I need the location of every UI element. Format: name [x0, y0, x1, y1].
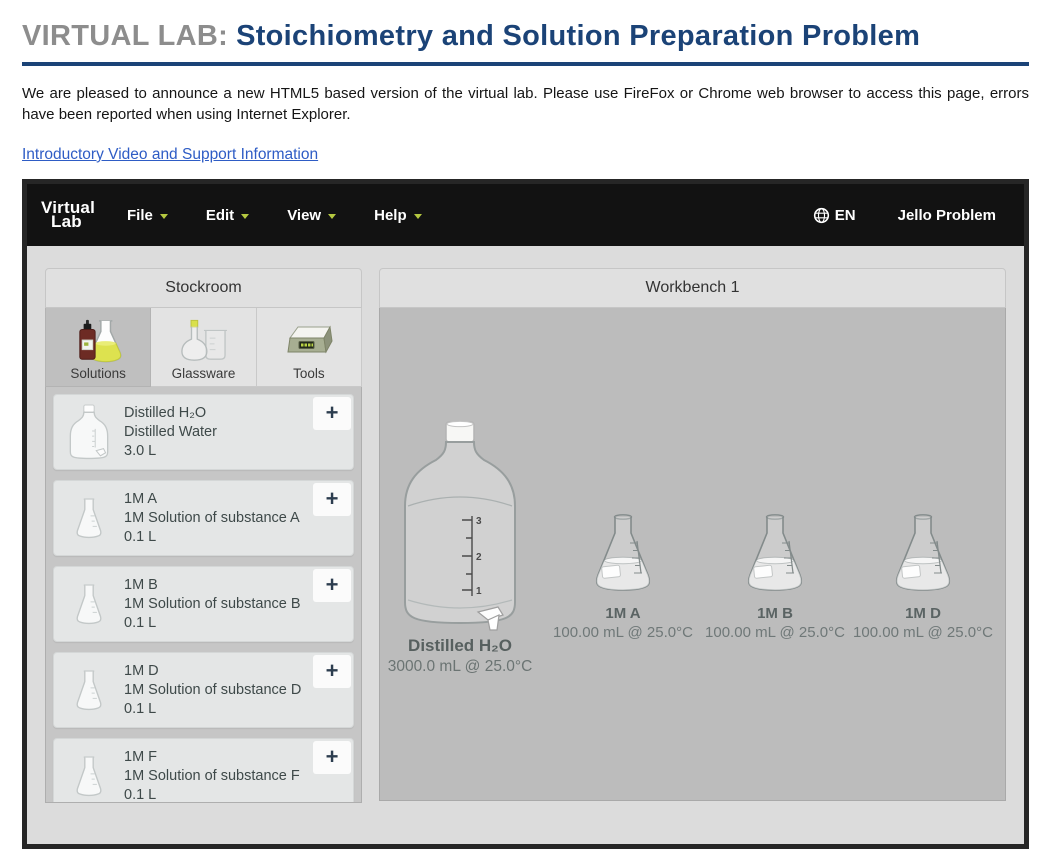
workbench-panel — [379, 268, 1006, 803]
menu-bar — [127, 207, 422, 224]
stock-item-1m-d[interactable] — [53, 652, 354, 728]
stock-item-name: Distilled H₂O — [124, 404, 207, 421]
stock-item-1m-b[interactable] — [53, 566, 354, 642]
menu-help-label: Help — [374, 206, 407, 224]
erlenmeyer-flask-graphic — [585, 513, 661, 597]
chevron-down-icon — [328, 214, 336, 219]
tools-icon — [284, 318, 334, 364]
tab-glassware[interactable] — [151, 308, 256, 387]
virtual-lab-app — [22, 179, 1029, 849]
glassware-icon — [175, 318, 231, 364]
logo-line-1: Virtual — [41, 198, 95, 217]
chevron-down-icon — [241, 214, 249, 219]
language-label: EN — [834, 206, 856, 224]
stock-item-1m-f[interactable] — [53, 738, 354, 803]
stock-item-volume: 3.0 L — [124, 442, 157, 459]
menu-file-label: File — [127, 206, 153, 224]
erlenmeyer-flask-graphic — [885, 513, 961, 597]
add-to-workbench-button[interactable]: + — [313, 741, 351, 774]
problem-title[interactable]: Jello Problem — [897, 206, 996, 224]
add-to-workbench-button[interactable]: + — [313, 397, 351, 430]
menu-view-label: View — [287, 206, 322, 224]
bench-item-1m-b[interactable] — [690, 513, 860, 641]
svg-text:2: 2 — [476, 552, 482, 563]
flask-icon — [54, 755, 124, 797]
stockroom-panel — [45, 268, 362, 803]
erlenmeyer-flask-graphic — [737, 513, 813, 597]
stockroom-title: Stockroom — [45, 268, 362, 308]
carboy-icon — [54, 404, 124, 460]
stock-item-volume: 0.1 L — [124, 786, 157, 803]
stock-item-volume: 0.1 L — [124, 614, 157, 631]
stockroom-item-list — [45, 387, 362, 803]
stock-item-description: 1M Solution of substance A — [124, 509, 300, 526]
virtual-lab-logo — [41, 198, 95, 231]
app-content — [27, 246, 1024, 803]
workbench-surface[interactable] — [379, 308, 1006, 801]
tab-glassware-label: Glassware — [171, 366, 236, 381]
chevron-down-icon — [414, 214, 422, 219]
menu-view[interactable] — [287, 207, 336, 224]
tab-solutions-label: Solutions — [70, 366, 126, 381]
bench-item-name: 1M A — [605, 605, 641, 622]
flask-icon — [54, 583, 124, 625]
svg-text:3: 3 — [476, 516, 482, 527]
page-title-main: Stoichiometry and Solution Preparation Problem — [236, 20, 921, 52]
menu-edit-label: Edit — [205, 206, 235, 224]
solutions-icon — [71, 318, 125, 364]
stock-item-text — [124, 748, 300, 804]
menu-help[interactable] — [374, 207, 422, 224]
bench-item-status: 100.00 mL @ 25.0°C — [705, 624, 845, 641]
stockroom-tabs — [45, 308, 362, 387]
tab-solutions[interactable] — [45, 308, 151, 387]
language-selector[interactable] — [813, 207, 856, 224]
add-to-workbench-button[interactable]: + — [313, 483, 351, 516]
stock-item-description: 1M Solution of substance D — [124, 681, 302, 698]
stock-item-name: 1M A — [124, 490, 158, 507]
bench-item-name: 1M B — [757, 605, 793, 622]
carboy-graphic — [400, 420, 520, 632]
page-header — [0, 0, 1051, 164]
page-title — [22, 20, 1029, 53]
tab-tools-label: Tools — [293, 366, 325, 381]
bench-item-1m-d[interactable] — [838, 513, 1008, 641]
stock-item-description: 1M Solution of substance B — [124, 595, 301, 612]
stock-item-1m-a[interactable] — [53, 480, 354, 556]
menu-edit[interactable] — [206, 207, 249, 224]
stock-item-volume: 0.1 L — [124, 528, 157, 545]
bench-item-1m-a[interactable] — [538, 513, 708, 641]
stock-item-description: Distilled Water — [124, 423, 217, 440]
stock-item-text — [124, 662, 301, 719]
bench-item-name: Distilled H₂O — [408, 636, 512, 655]
svg-text:1: 1 — [476, 586, 482, 597]
chevron-down-icon — [160, 214, 168, 219]
globe-icon — [813, 207, 830, 224]
stock-item-text — [124, 490, 300, 547]
tab-tools[interactable] — [257, 308, 362, 387]
stock-item-text — [124, 404, 217, 461]
stock-item-text — [124, 576, 301, 633]
stock-item-name: 1M D — [124, 662, 159, 679]
bench-item-distilled-water[interactable] — [360, 420, 560, 676]
bench-item-status: 3000.0 mL @ 25.0°C — [387, 658, 533, 675]
stock-item-distilled-water[interactable] — [53, 394, 354, 470]
flask-icon — [54, 497, 124, 539]
add-to-workbench-button[interactable]: + — [313, 569, 351, 602]
app-navbar — [27, 184, 1024, 246]
title-divider — [22, 62, 1029, 66]
page-title-prefix: VIRTUAL LAB: — [22, 20, 229, 52]
bench-item-status: 100.00 mL @ 25.0°C — [553, 624, 693, 641]
navbar-right — [813, 207, 996, 224]
add-to-workbench-button[interactable]: + — [313, 655, 351, 688]
intro-paragraph: We are pleased to announce a new HTML5 based version of the virtual lab. Please use FireFox or Chrome web browser to access this page, errors have been reported when using Internet Explorer. — [22, 85, 1029, 123]
stock-item-volume: 0.1 L — [124, 700, 157, 717]
stock-item-name: 1M B — [124, 576, 158, 593]
support-info-link[interactable]: Introductory Video and Support Information — [22, 146, 319, 163]
stock-item-description: 1M Solution of substance F — [124, 767, 300, 784]
bench-item-status: 100.00 mL @ 25.0°C — [853, 624, 993, 641]
bench-item-name: 1M D — [905, 605, 941, 622]
workbench-title: Workbench 1 — [379, 268, 1006, 308]
flask-icon — [54, 669, 124, 711]
stock-item-name: 1M F — [124, 748, 158, 765]
menu-file[interactable] — [127, 207, 168, 224]
logo-line-2: Lab — [51, 212, 82, 231]
